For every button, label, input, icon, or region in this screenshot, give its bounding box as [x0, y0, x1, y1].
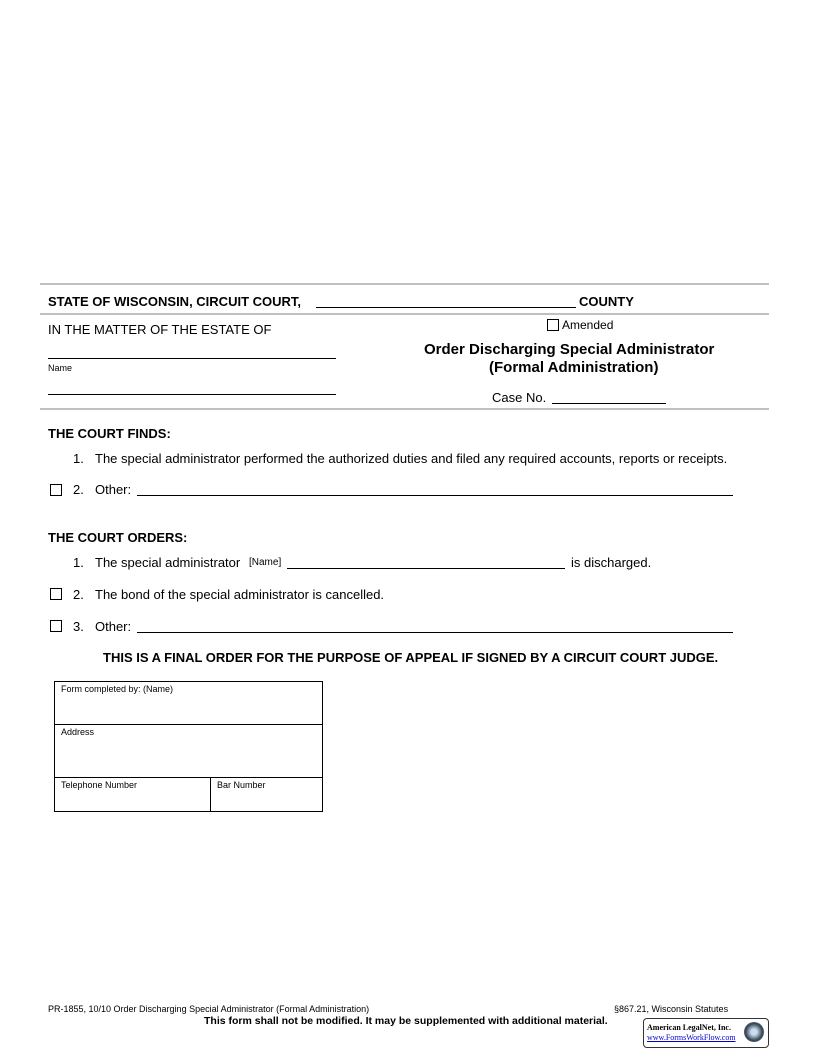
court-orders-heading: THE COURT ORDERS:: [48, 530, 188, 545]
finds-other-checkbox[interactable]: [50, 484, 62, 496]
item-number: 1.: [73, 451, 84, 466]
divider: [40, 283, 769, 285]
title-line-2: (Formal Administration): [489, 359, 659, 376]
item-number: 2.: [73, 587, 84, 602]
divider: [40, 313, 769, 315]
divider: [40, 408, 769, 410]
orders-item-2: The bond of the special administrator is cancelled.: [95, 587, 385, 602]
address-label[interactable]: Address: [61, 727, 95, 737]
estate-name-field[interactable]: [48, 358, 336, 359]
court-finds-heading: THE COURT FINDS:: [48, 426, 171, 441]
form-completed-box: [54, 681, 323, 812]
title-line-1: Order Discharging Special Administrator: [424, 341, 715, 358]
county-label: COUNTY: [579, 294, 634, 309]
final-order-notice: THIS IS A FINAL ORDER FOR THE PURPOSE OF APPEAL IF SIGNED BY A CIRCUIT COURT JUDGE.: [103, 650, 719, 665]
item-number: 2.: [73, 482, 84, 497]
name-label: Name: [48, 363, 73, 373]
case-no-label: Case No.: [492, 390, 547, 405]
orders-other-label: Other:: [95, 619, 132, 634]
statute: §867.21, Wisconsin Statutes: [614, 1004, 729, 1014]
orders-other-checkbox[interactable]: [50, 620, 62, 632]
amended-checkbox[interactable]: [547, 319, 559, 331]
administrator-name-field[interactable]: [287, 568, 565, 569]
county-field[interactable]: [316, 307, 576, 308]
form-id: PR-1855, 10/10 Order Discharging Special Administrator (Formal Administration): [48, 1004, 370, 1014]
publisher-logo: [643, 1018, 769, 1048]
orders-item-1-text: The special administrator: [95, 555, 241, 570]
orders-item-1-suffix: is discharged.: [571, 555, 652, 570]
bond-cancelled-checkbox[interactable]: [50, 588, 62, 600]
finds-other-field[interactable]: [137, 495, 733, 496]
item-number: 1.: [73, 555, 84, 570]
logo-line-2: www.FormsWorkFlow.com: [647, 1033, 736, 1042]
name-hint: [Name]: [249, 557, 282, 568]
bar-number-label[interactable]: Bar Number: [217, 780, 266, 790]
globe-icon: [744, 1022, 764, 1042]
logo-line-1: American LegalNet, Inc.: [647, 1023, 731, 1032]
court-line: STATE OF WISCONSIN, CIRCUIT COURT,: [48, 294, 302, 309]
telephone-label[interactable]: Telephone Number: [61, 780, 138, 790]
case-no-field[interactable]: [552, 403, 666, 404]
estate-name-field-2[interactable]: [48, 394, 336, 395]
orders-other-field[interactable]: [137, 632, 733, 633]
completed-by-label[interactable]: Form completed by: (Name): [61, 684, 174, 694]
item-number: 3.: [73, 619, 84, 634]
amended-label: Amended: [562, 318, 614, 332]
finds-item-1: The special administrator performed the authorized duties and filed any required accounts, reports or receipts.: [95, 451, 728, 466]
modification-notice: This form shall not be modified. It may be supplemented with additional material.: [204, 1015, 608, 1027]
estate-of-label: IN THE MATTER OF THE ESTATE OF: [48, 322, 272, 337]
finds-other-label: Other:: [95, 482, 132, 497]
